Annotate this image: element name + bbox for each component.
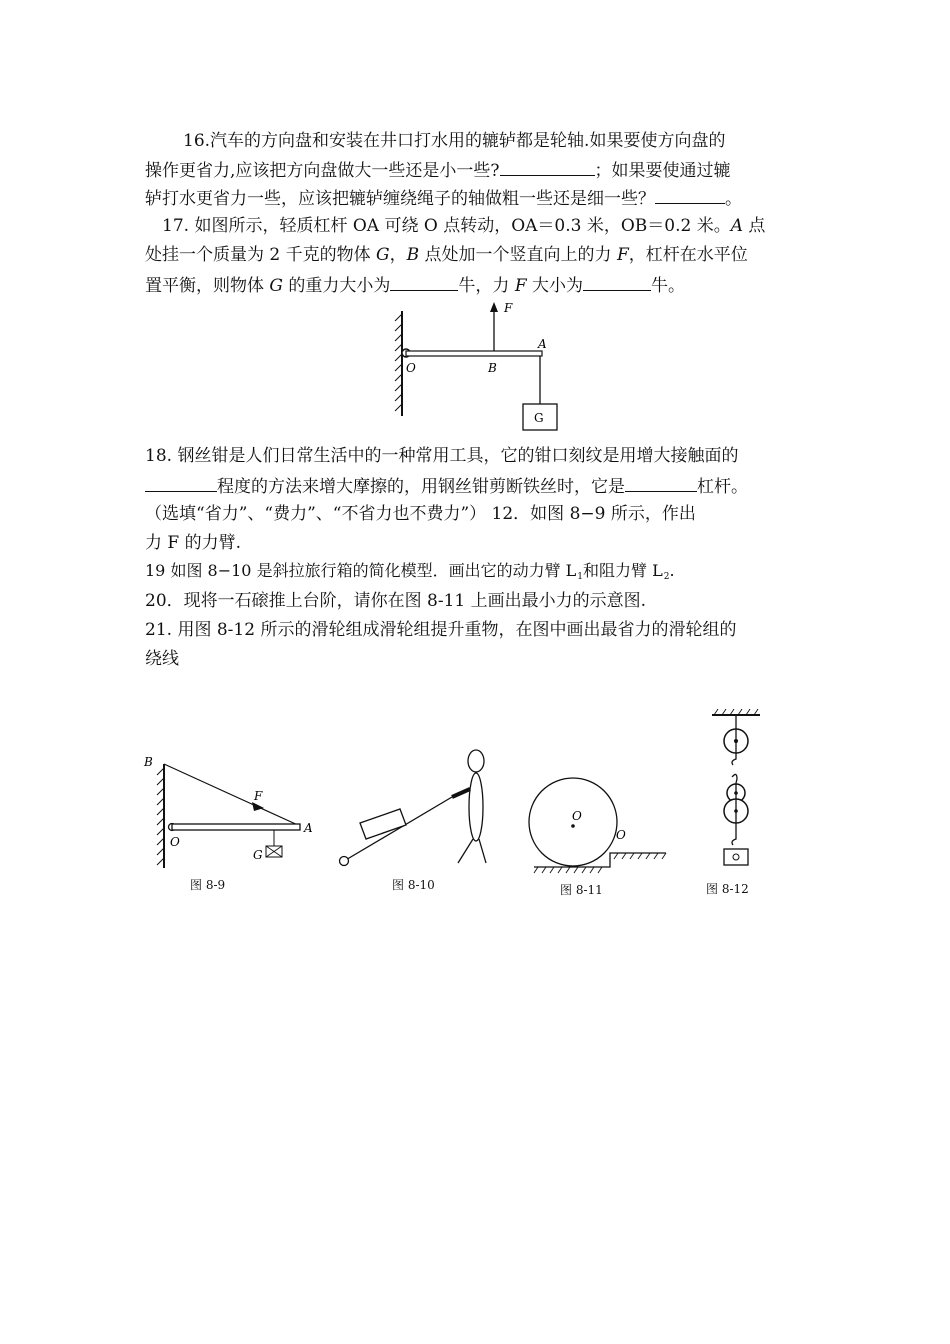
figure-8-10: [330, 745, 500, 875]
q17-line-3: 置平衡，则物体 G 的重力大小为 牛，力 F 大小为 牛。: [145, 276, 686, 296]
load-hook: [732, 835, 736, 845]
q16-answer-blank-1[interactable]: [500, 159, 595, 176]
label-o-center: O: [572, 809, 582, 823]
q21-line-1: 21. 用图 8-12 所示的滑轮组成滑轮组提升重物，在图中画出最省力的滑轮组的: [145, 620, 737, 640]
q16-line-1: 16.汽车的方向盘和安装在井口打水用的辘轳都是轮轴.如果要使方向盘的: [183, 131, 726, 151]
person-leg-right: [479, 839, 486, 863]
force-f-arrowhead: [252, 802, 264, 811]
caption-8-10: 图 8-10: [392, 878, 435, 892]
rope-ba: [164, 764, 300, 826]
label-a: A: [304, 821, 313, 835]
label-o: O: [170, 835, 180, 849]
q19-line: 19 如图 8−10 是斜拉旅行箱的简化模型．画出它的动力臂 $L_1$和阻力臂 $L_2$.: [145, 561, 675, 582]
label-o-step: O: [616, 828, 626, 842]
label-g: G: [253, 848, 263, 862]
q20-line: 20．现将一石磙推上台阶，请你在图 8-11 上画出最小力的示意图.: [145, 591, 647, 611]
q16-answer-blank-2[interactable]: [655, 187, 725, 204]
load-weight: [724, 849, 748, 865]
movable-pulley-hook: [732, 774, 737, 783]
rod-oa: [172, 824, 300, 830]
q17-line-2: 处挂一个质量为 2 千克的物体 G，B 点处加一个竖直向上的力 F，杠杆在水平位: [145, 245, 748, 265]
label-f: F: [254, 789, 263, 803]
label-g: G: [534, 411, 544, 425]
person-leg-left: [458, 839, 473, 863]
q18-line-1: 18. 钢丝钳是人们日常生活中的一种常用工具，它的钳口刻纹是用增大接触面的: [145, 446, 739, 466]
figure-8-9: [140, 750, 320, 875]
person-hand: [452, 789, 470, 797]
wall-hatching: [395, 314, 402, 411]
q16-line-2: 操作更省力,应该把方向盘做大一些还是小一些? ；如果要使通过辘: [145, 161, 731, 181]
person-head: [468, 750, 484, 772]
figure-8-11: [520, 775, 675, 885]
label-a: A: [538, 337, 547, 351]
q18-line-2: 程度的方法来增大摩擦的，用钢丝钳剪断铁丝时，它是 杠杆。: [145, 475, 815, 497]
q17-answer-blank-2[interactable]: [583, 274, 651, 291]
q17-answer-blank-1[interactable]: [390, 274, 458, 291]
caption-8-11: 图 8-11: [560, 883, 603, 897]
person-body: [469, 773, 483, 841]
figure-8-12: [700, 705, 770, 875]
q18-answer-blank-2[interactable]: [625, 475, 697, 492]
force-f-arrowhead: [490, 302, 498, 312]
label-f: F: [504, 301, 513, 315]
caption-8-9: 图 8-9: [190, 878, 226, 892]
q18-line-3: （选填“省力”、“费力”、“不省力也不费力”） 12．如图 8−9 所示，作出: [145, 504, 696, 524]
q21-line-2: 绕线: [145, 649, 179, 669]
lever-diagram-q17: [390, 296, 570, 436]
q18-line-4: 力 F 的力臂.: [145, 533, 242, 553]
lever-oa: [406, 351, 542, 356]
caption-8-12: 图 8-12: [706, 882, 749, 896]
label-b: B: [144, 755, 153, 769]
label-o: O: [406, 361, 416, 375]
q18-answer-blank-1[interactable]: [145, 475, 217, 492]
roller-center: [571, 824, 575, 828]
q16-line-3: 轳打水更省力一些，应该把辘轳缠绕绳子的轴做粗一些还是细一些？ 。: [145, 189, 742, 209]
wall-hatching: [157, 768, 164, 865]
suitcase-handle: [344, 797, 452, 861]
suitcase-wheel: [340, 857, 349, 866]
suitcase-box: [360, 809, 406, 839]
q17-line-1: 17. 如图所示，轻质杠杆 OA 可绕 O 点转动，OA＝0.3 米，OB＝0.2 米。A 点: [162, 216, 766, 236]
label-b: B: [488, 361, 497, 375]
fixed-pulley-hook: [732, 753, 736, 765]
